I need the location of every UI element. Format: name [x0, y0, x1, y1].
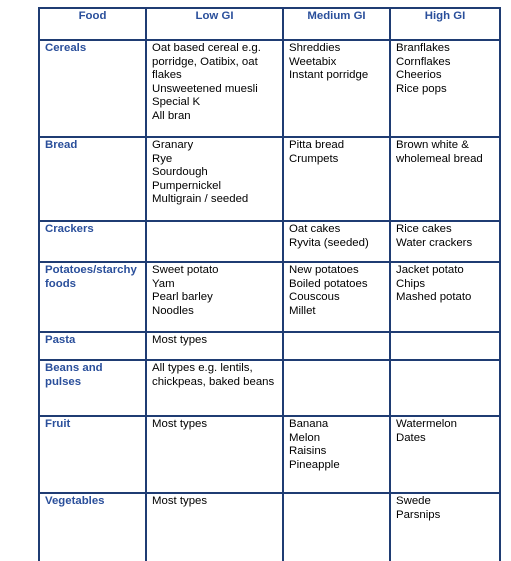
high-gi-item: Cornflakes — [396, 55, 451, 68]
low-gi-item: Noodles — [152, 304, 194, 317]
low-gi-item: Special K — [152, 96, 201, 109]
low-gi-cell — [146, 262, 283, 332]
high-gi-item: Watermelon — [396, 418, 457, 430]
high-gi-item: Brown white & wholemeal bread — [396, 139, 483, 165]
medium-gi-cell — [283, 262, 390, 332]
high-gi-item: Swede — [396, 495, 431, 507]
high-gi-item: Jacket potato — [396, 264, 464, 276]
medium-gi-cell — [283, 221, 390, 262]
low-gi-cell — [146, 416, 283, 493]
medium-gi-item: Couscous — [289, 291, 340, 304]
table-row — [39, 137, 500, 221]
low-gi-cell — [146, 493, 283, 561]
food-category-cell: Beans and pulses — [39, 360, 146, 416]
high-gi-item: Dates — [396, 431, 426, 444]
table-row — [39, 221, 500, 262]
low-gi-item: Unsweetened muesli — [152, 82, 258, 95]
high-gi-item: Mashed potato — [396, 291, 472, 304]
high-gi-cell — [390, 40, 500, 137]
medium-gi-cell — [283, 360, 390, 416]
high-gi-item: Parsnips — [396, 508, 441, 521]
high-gi-item: Chips — [396, 277, 426, 290]
medium-gi-item: Raisins — [289, 445, 327, 458]
medium-gi-item: Pineapple — [289, 458, 340, 471]
table-row — [39, 493, 500, 561]
low-gi-item: Yam — [152, 277, 175, 290]
medium-gi-cell — [283, 493, 390, 561]
high-gi-cell — [390, 262, 500, 332]
low-gi-item: All bran — [152, 109, 191, 122]
low-gi-item: Rye — [152, 152, 173, 165]
medium-gi-item: Weetabix — [289, 55, 337, 68]
food-category-cell: Fruit — [39, 416, 146, 493]
food-category-cell: Potatoes/starchy foods — [39, 262, 146, 332]
medium-gi-item: Shreddies — [289, 42, 341, 54]
low-gi-item: Oat based cereal e.g. porridge, Oatibix, oat flakes — [152, 42, 265, 82]
low-gi-cell — [146, 332, 283, 360]
low-gi-cell — [146, 221, 283, 262]
high-gi-item: Rice cakes — [396, 223, 452, 235]
table-row — [39, 262, 500, 332]
high-gi-item: Water crackers — [396, 236, 473, 249]
high-gi-cell — [390, 416, 500, 493]
high-gi-cell — [390, 493, 500, 561]
table-row — [39, 40, 500, 137]
high-gi-item: Cheerios — [396, 69, 442, 82]
low-gi-item: Multigrain / seeded — [152, 193, 249, 206]
low-gi-item: Most types — [152, 418, 208, 430]
low-gi-item: Granary — [152, 139, 194, 151]
low-gi-cell — [146, 40, 283, 137]
table-row — [39, 332, 500, 360]
high-gi-cell — [390, 137, 500, 221]
medium-gi-cell — [283, 332, 390, 360]
low-gi-item: Sweet potato — [152, 264, 219, 276]
medium-gi-cell — [283, 416, 390, 493]
low-gi-item: All types e.g. lentils, chickpeas, baked beans — [152, 362, 275, 388]
table-header-row — [39, 8, 500, 40]
high-gi-cell — [390, 332, 500, 360]
medium-gi-cell — [283, 137, 390, 221]
food-category-cell: Bread — [39, 137, 146, 221]
low-gi-item: Most types — [152, 334, 208, 346]
medium-gi-cell — [283, 40, 390, 137]
header-low-gi: Low GI — [146, 8, 283, 40]
medium-gi-item: New potatoes — [289, 264, 359, 276]
food-category-cell: Vegetables — [39, 493, 146, 561]
low-gi-item: Most types — [152, 495, 208, 507]
food-category-cell: Crackers — [39, 221, 146, 262]
medium-gi-item: Pitta bread — [289, 139, 345, 151]
high-gi-cell — [390, 360, 500, 416]
table-row — [39, 416, 500, 493]
header-high-gi: High GI — [390, 8, 500, 40]
header-food: Food — [39, 8, 146, 40]
medium-gi-item: Boiled potatoes — [289, 277, 368, 290]
high-gi-item: Rice pops — [396, 82, 447, 95]
low-gi-item: Pearl barley — [152, 291, 213, 304]
medium-gi-item: Crumpets — [289, 152, 339, 165]
table-body — [39, 40, 500, 561]
table-row — [39, 360, 500, 416]
low-gi-cell — [146, 360, 283, 416]
gi-food-table — [38, 7, 501, 561]
high-gi-item: Branflakes — [396, 42, 450, 54]
food-category-cell: Cereals — [39, 40, 146, 137]
low-gi-cell — [146, 137, 283, 221]
medium-gi-item: Instant porridge — [289, 69, 369, 82]
low-gi-item: Pumpernickel — [152, 179, 222, 192]
medium-gi-item: Melon — [289, 431, 321, 444]
medium-gi-item: Ryvita (seeded) — [289, 236, 369, 249]
high-gi-cell — [390, 221, 500, 262]
low-gi-item: Sourdough — [152, 166, 208, 179]
header-medium-gi: Medium GI — [283, 8, 390, 40]
medium-gi-item: Millet — [289, 304, 316, 317]
food-category-cell: Pasta — [39, 332, 146, 360]
medium-gi-item: Banana — [289, 418, 329, 430]
medium-gi-item: Oat cakes — [289, 223, 341, 235]
